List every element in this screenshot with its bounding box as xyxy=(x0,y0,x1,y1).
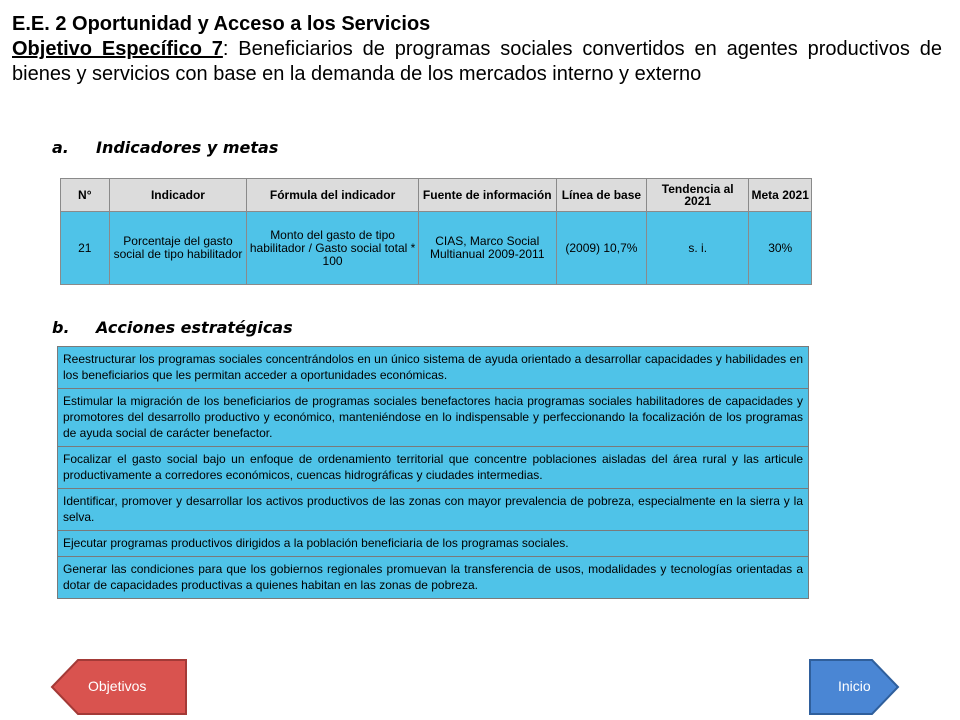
inicio-button-label: Inicio xyxy=(838,678,871,694)
header-formula: Fórmula del indicador xyxy=(247,179,418,212)
table-row xyxy=(61,212,812,285)
slide-header xyxy=(12,12,942,87)
header-trend: Tendencia al 2021 xyxy=(647,179,749,212)
list-item: Identificar, promover y desarrollar los activos productivos de las zonas con mayor prevalencia de pobreza, especialmente en la sierra y la selva. xyxy=(58,489,808,531)
cell-formula: Monto del gasto de tipo habilitador / Gasto social total * 100 xyxy=(247,212,418,285)
page-title: E.E. 2 Oportunidad y Acceso a los Servicios xyxy=(12,13,431,35)
cell-indicator: Porcentaje del gasto social de tipo habilitador xyxy=(109,212,247,285)
cell-number: 21 xyxy=(61,212,110,285)
cell-goal: 30% xyxy=(749,212,812,285)
table-header-row xyxy=(61,179,812,212)
header-number: N° xyxy=(61,179,110,212)
header-indicator: Indicador xyxy=(109,179,247,212)
objective-text: : Beneficiarios de programas sociales convertidos en agentes productivos de bienes y servicios con base en la demanda de los mercados interno y externo xyxy=(12,38,942,85)
section-a-heading xyxy=(52,138,278,157)
section-a-title: Indicadores y metas xyxy=(96,138,279,157)
objetivos-back-button[interactable] xyxy=(50,658,188,716)
cell-baseline: (2009) 10,7% xyxy=(556,212,646,285)
objective-label: Objetivo Específico 7 xyxy=(12,38,223,60)
header-goal: Meta 2021 xyxy=(749,179,812,212)
header-source: Fuente de información xyxy=(418,179,556,212)
section-b-heading xyxy=(52,318,293,337)
section-b-title: Acciones estratégicas xyxy=(96,318,293,337)
list-item: Reestructurar los programas sociales concentrándolos en un único sistema de ayuda orientado a desarrollar capacidades y habilidades en los beneficiarios que les permitan acceder a oportunidades económicas. xyxy=(58,347,808,389)
list-item: Estimular la migración de los beneficiarios de programas sociales benefactores hacia programas sociales habilitadores de capacidades y promotores del desarrollo productivo y económico, manteniéndose en lo indispensable y perfeccionando la focalización de los programas de ayuda social de carácter benefactor. xyxy=(58,389,808,447)
cell-trend: s. i. xyxy=(647,212,749,285)
objective-paragraph xyxy=(12,37,942,87)
inicio-home-button[interactable] xyxy=(808,658,900,716)
objetivos-button-label: Objetivos xyxy=(88,678,147,694)
strategic-actions-list xyxy=(57,346,809,599)
section-b-letter: b. xyxy=(52,318,70,337)
cell-source: CIAS, Marco Social Multianual 2009-2011 xyxy=(418,212,556,285)
list-item: Generar las condiciones para que los gobiernos regionales promuevan la transferencia de usos, modalidades y tecnologías orientadas a dotar de capacidades productivas a quienes habitan en las zonas de pobreza. xyxy=(58,557,808,598)
list-item: Ejecutar programas productivos dirigidos a la población beneficiaria de los programas sociales. xyxy=(58,531,808,557)
list-item: Focalizar el gasto social bajo un enfoque de ordenamiento territorial que concentre poblaciones aisladas del área rural y las articule productivamente a corredores económicos, cuencas hidrográficas y ciudades intermedias. xyxy=(58,447,808,489)
section-a-letter: a. xyxy=(52,138,69,157)
indicators-table xyxy=(60,178,812,285)
header-baseline: Línea de base xyxy=(556,179,646,212)
